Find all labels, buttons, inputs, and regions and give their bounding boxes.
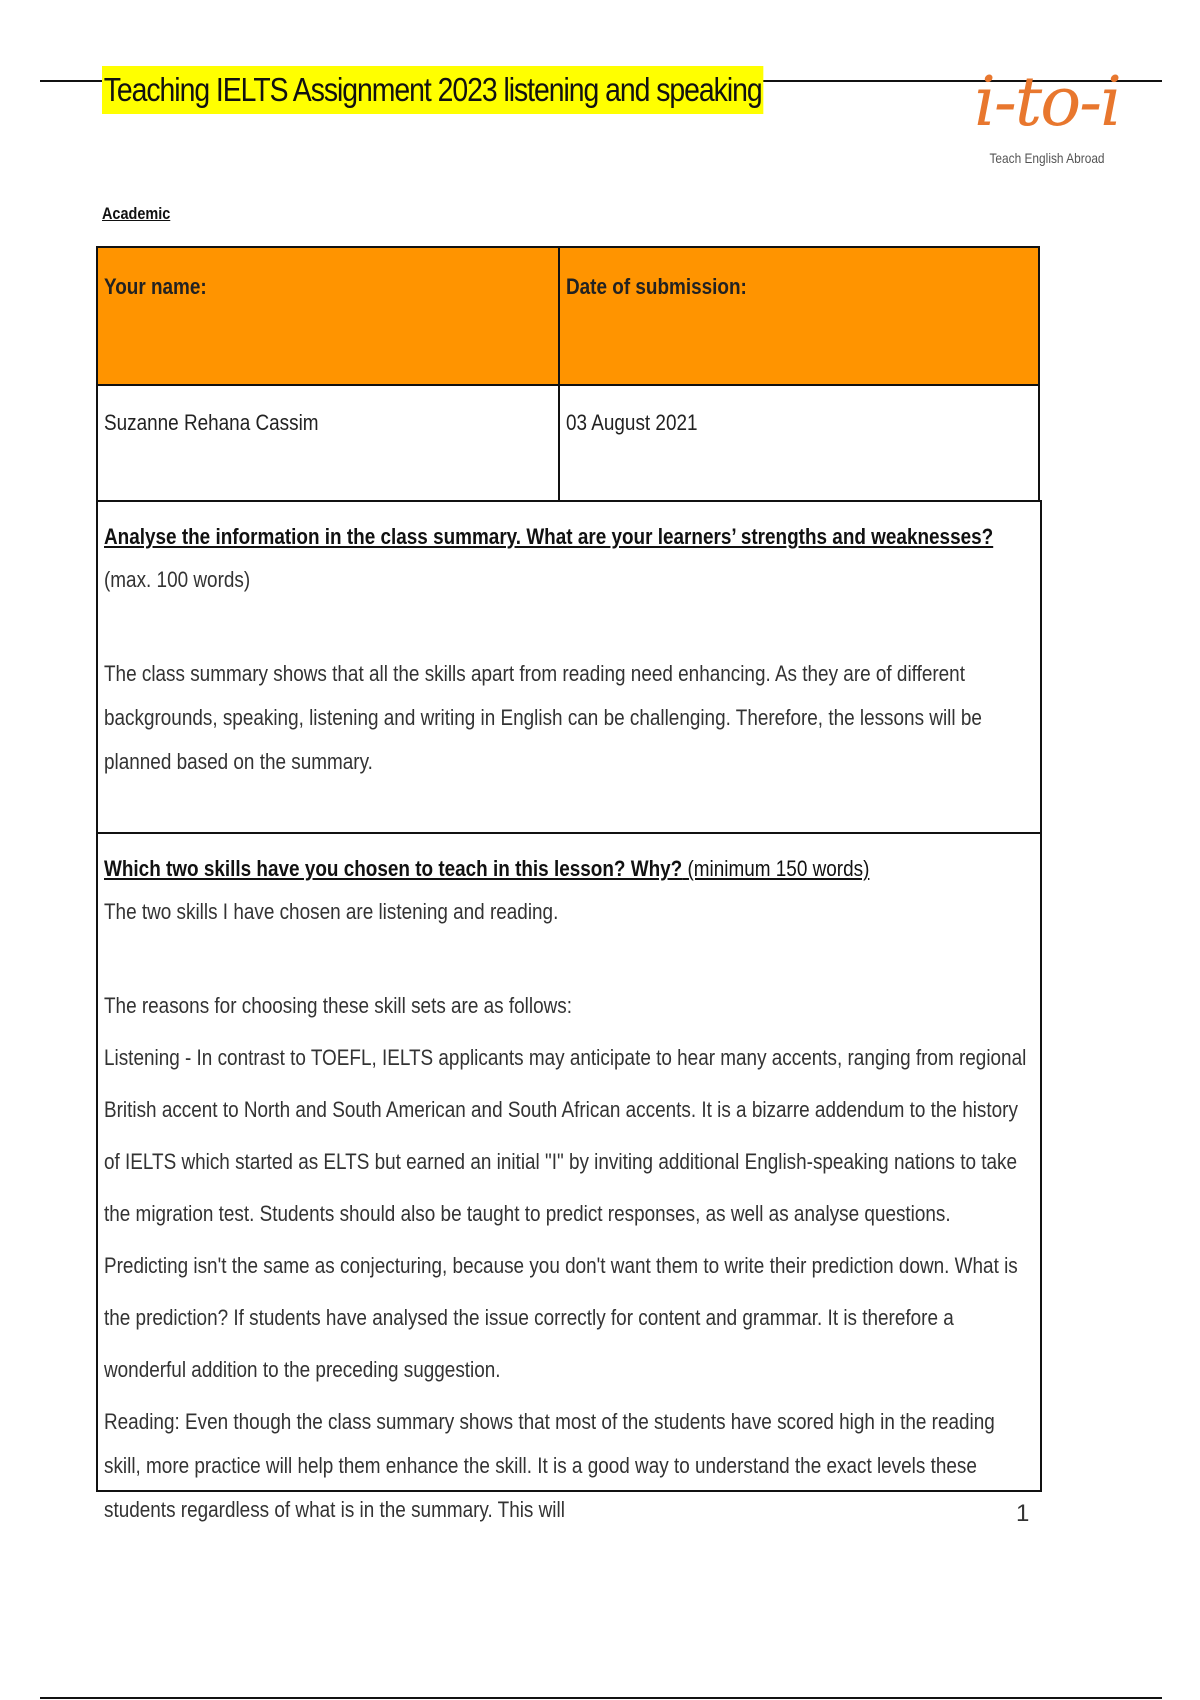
question-2-limit: (minimum 150 words) [687,856,870,881]
question-2-title: Which two skills have you chosen to teach in this lesson? Why? [104,856,683,881]
section-label: Academic [102,204,171,223]
question-2-reasons-intro: The reasons for choosing these skill sets are as follows: [104,993,572,1018]
listening-paragraph: Listening - In contrast to TOEFL, IELTS applicants may anticipate to hear many accents, ranging from regional British accent to North and South American and South African accents. It is a bizarre addendum to the history of IELTS which started as ELTS but earned an initial "I" by inviting additional English-speaking nations to take the migration test. Students should also be taught to predict responses, as well as analyse questions. Predicting isn't the same as conjecturing, because you don't want them to write their prediction down. What is the prediction? If students have analysed the issue correctly for content and grammar. It is therefore a wonderful addition to the preceding suggestion. [104,1045,1027,1382]
page-number: 1 [1016,1500,1030,1527]
date-header-cell [560,248,1038,384]
question-1-answer: The class summary shows that all the skills apart from reading need enhancing. As they are of different backgrounds, speaking, listening and writing in English can be challenging. Therefore, the lessons will be planned based on the summary. [104,661,982,774]
name-header-cell [98,248,560,384]
name-header: Your name: [104,274,207,299]
ito-i-logo [972,58,1122,188]
document-title: Teaching IELTS Assignment 2023 listening and speaking [102,66,763,114]
logo-tagline: Teach English Abroad [989,150,1105,166]
name-value-cell [98,384,560,500]
question-1-limit: (max. 100 words) [104,567,251,592]
name-value: Suzanne Rehana Cassim [104,410,319,435]
question-2-intro: The two skills I have chosen are listening and reading. [104,899,559,924]
reading-paragraph: Reading: Even though the class summary shows that most of the students have scored high in the reading skill, more practice will help them enhance the skill. It is a good way to understand the exact levels these students regardless of what is in the summary. This will [104,1409,995,1522]
question-1-box [96,500,1042,834]
question-1-title: Analyse the information in the class summary. What are your learners’ strengths and weaknesses? [104,524,994,549]
date-value: 03 August 2021 [566,410,698,435]
form-header-row [96,246,1040,386]
date-header: Date of submission: [566,274,747,299]
form-value-row [96,384,1040,502]
date-value-cell [560,384,1038,500]
question-2-box [96,832,1042,1522]
question-2-heading [104,856,869,882]
footer-rule [40,1697,1162,1699]
logo-mark: i-to-i [974,63,1120,142]
